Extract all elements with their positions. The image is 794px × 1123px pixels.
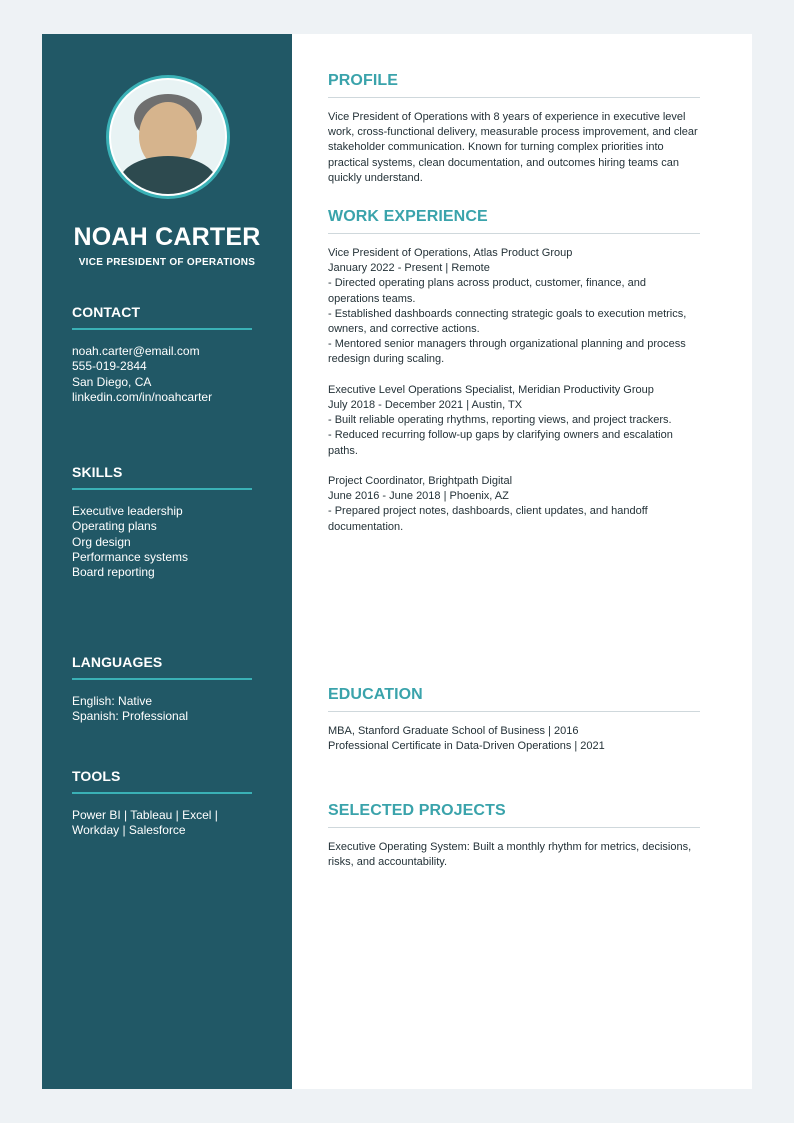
contact-section	[72, 304, 252, 405]
experience-section	[328, 208, 700, 550]
job-bullet: - Built reliable operating rhythms, reporting views, and project trackers.	[328, 414, 672, 427]
candidate-name: NOAH CARTER	[73, 223, 261, 251]
languages-title: LANGUAGES	[72, 654, 252, 680]
tools-line: Power BI | Tableau | Excel |	[72, 808, 218, 822]
tools-title: TOOLS	[72, 768, 252, 794]
job-bullet: - Mentored senior managers through organizational planning and process redesign during scaling.	[328, 338, 686, 366]
skills-section	[72, 464, 252, 580]
contact-title: CONTACT	[72, 304, 252, 330]
job-dates-location: July 2018 - December 2021 | Austin, TX	[328, 399, 523, 412]
job-dates-location: January 2022 - Present | Remote	[328, 262, 490, 275]
contact-linkedin: linkedin.com/in/noahcarter	[72, 389, 213, 404]
project-item: Executive Operating System: Built a monthly rhythm for metrics, decisions, risks, and accountability.	[328, 841, 692, 869]
profile-title: PROFILE	[328, 72, 700, 98]
projects-section	[328, 802, 700, 870]
job-heading: Vice President of Operations, Atlas Product Group	[328, 247, 573, 259]
job-bullet: - Reduced recurring follow-up gaps by clarifying owners and escalation paths.	[328, 429, 673, 457]
skill-item: Board reporting	[72, 565, 155, 580]
avatar	[104, 73, 232, 201]
job-heading: Executive Level Operations Specialist, Meridian Productivity Group	[328, 383, 654, 396]
profile-section	[328, 72, 700, 186]
languages-list	[72, 694, 252, 725]
person-avatar-icon	[104, 73, 232, 201]
contact-phone: 555-019-2844	[72, 359, 147, 374]
skill-item: Performance systems	[72, 549, 189, 564]
candidate-title: VICE PRESIDENT OF OPERATIONS	[78, 257, 256, 268]
education-item: MBA, Stanford Graduate School of Business | 2016	[328, 725, 579, 737]
tools-section	[72, 768, 252, 839]
resume-page	[42, 34, 752, 1089]
skill-item: Executive leadership	[72, 504, 183, 518]
skill-item: Operating plans	[72, 519, 157, 534]
job-entry	[328, 474, 700, 535]
resume-sidebar	[42, 34, 292, 1089]
job-heading: Project Coordinator, Brightpath Digital	[328, 475, 513, 488]
language-item: English: Native	[72, 694, 153, 708]
tools-line: Workday | Salesforce	[72, 823, 186, 838]
job-dates-location: June 2016 - June 2018 | Phoenix, AZ	[328, 490, 509, 503]
job-bullet: - Prepared project notes, dashboards, client updates, and handoff documentation.	[328, 505, 648, 533]
language-item: Spanish: Professional	[72, 709, 189, 724]
contact-location: San Diego, CA	[72, 374, 152, 389]
tools-list	[72, 808, 252, 839]
contact-email: noah.carter@email.com	[72, 344, 200, 358]
experience-title: WORK EXPERIENCE	[328, 208, 700, 234]
education-section	[328, 686, 700, 754]
education-item: Professional Certificate in Data-Driven Operations | 2021	[328, 740, 605, 753]
skills-title: SKILLS	[72, 464, 252, 490]
job-bullet: - Directed operating plans across product, customer, finance, and operations teams.	[328, 277, 646, 305]
job-entry	[328, 383, 700, 459]
skills-list	[72, 504, 252, 580]
experience-content	[328, 246, 700, 535]
resume-main	[292, 34, 752, 1089]
job-bullet: - Established dashboards connecting strategic goals to execution metrics, owners, and corrective actions.	[328, 307, 687, 336]
languages-section	[72, 654, 252, 725]
education-title: EDUCATION	[328, 686, 700, 712]
profile-summary: Vice President of Operations with 8 years of experience in executive level work, cross-functional delivery, measurable process improvement, and clear stakeholder communication. Known for turning complex priorities into practical systems, clean documentation, and outcomes hiring teams can quickly understand.	[328, 111, 698, 184]
skill-item: Org design	[72, 534, 131, 549]
contact-details	[72, 344, 252, 405]
projects-title: SELECTED PROJECTS	[328, 802, 700, 828]
education-content	[328, 724, 700, 754]
job-entry	[328, 246, 700, 368]
